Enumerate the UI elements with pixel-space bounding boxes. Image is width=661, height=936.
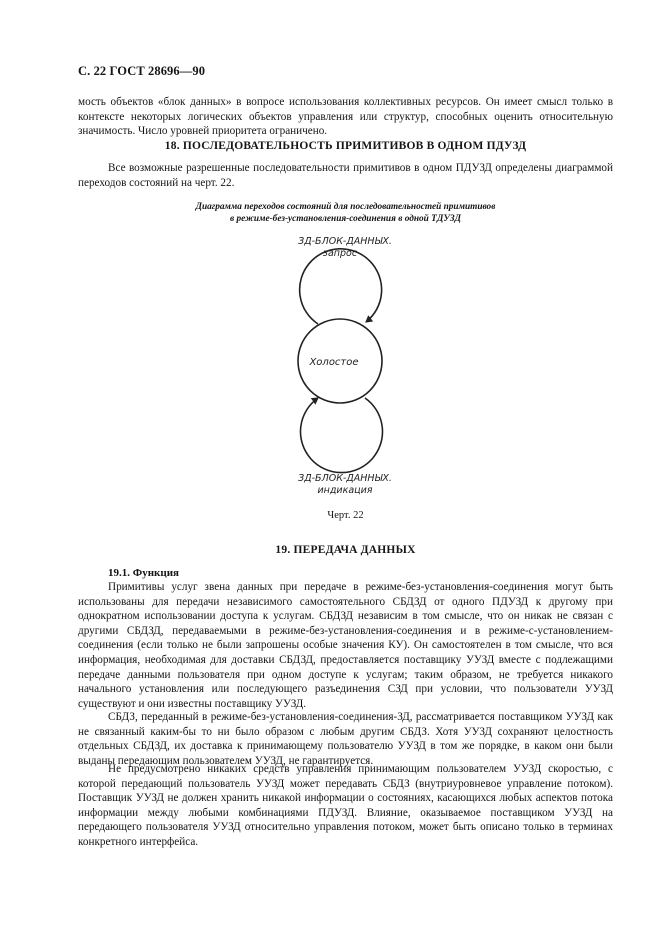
section-19-paragraph-2: СБДЗ, переданный в режиме-без-установления-соединения-ЗД, рассматривается поставщиком УУЗД как не связанный каким-бы то ни было образом с любым другим СБДЗ. Хотя УУЗД сохраняют целостность отдельных СБДЗД, их доставка к принимающему пользователю УУЗД в том же порядке, в каком они были выданы передающим пользователем УУЗД, не гарантируется. [78, 711, 613, 767]
idle-state-label: Холостое [309, 357, 359, 368]
section-18-heading: 18. ПОСЛЕДОВАТЕЛЬНОСТЬ ПРИМИТИВОВ В ОДНОМ ПДУЗД [164, 140, 527, 152]
page-header: С. 22 ГОСТ 28696—90 [78, 64, 206, 78]
figure-caption: Черт. 22 [327, 510, 364, 521]
bottom-loop-arc [301, 398, 383, 473]
diagram-title-line-2: в режиме-без-установления-соединения в одной ТДУЗД [230, 214, 461, 224]
top-label-line-2: запрос [322, 248, 358, 259]
bottom-label-line-2: индикация [317, 485, 373, 496]
section-19-heading: 19. ПЕРЕДАЧА ДАННЫХ [275, 544, 416, 556]
intro-paragraph: мость объектов «блок данных» в вопросе использования коллективных ресурсов. Он имеет смысл только в контексте некоторых логических объектов управления или структур, способных оценить относительную значимость. Число уровней приоритета ограничено. [78, 96, 613, 138]
top-loop-arc [300, 249, 382, 324]
subsection-19-1-heading: 19.1. Функция [108, 567, 180, 579]
bottom-label-line-1: ЗД-БЛОК-ДАННЫХ. [298, 473, 392, 484]
diagram-title-line-1: Диаграмма переходов состояний для последовательностей примитивов [195, 202, 496, 212]
section-19-paragraph-3: Не предусмотрено никаких средств управления принимающим пользователем УУЗД скоростью, с которой передающий пользователь УУЗД может передавать СБДЗ (внутриуровневое управление потоком). Поставщик УУЗД не должен хранить никакой информации о состояниях, касающихся любых аспектов потока информации между любыми комбинациями ПДУЗД. Влияние, оказываемое поставщиком УУЗД на передающего пользователя УУЗД относительно управления потоком, может быть описано только в терминах конкретного интерфейса. [78, 763, 613, 848]
top-label-line-1: ЗД-БЛОК-ДАННЫХ. [298, 236, 392, 247]
section-18-paragraph: Все возможные разрешенные последовательности примитивов в одном ПДУЗД определены диаграммой переходов состояний на черт. 22. [78, 162, 613, 189]
section-19-paragraph-1: Примитивы услуг звена данных при передаче в режиме-без-установления-соединения могут быть использованы для передачи независимого самостоятельного СБДЗД от одного ПДУЗД к другому при однократном использовании доступа к услугам. СБДЗД независим в том смысле, что он никак не связан с другими СБДЗД, передаваемыми в режиме-без-установления-соединения и в режиме-с-установлением-соединения (если только не были запрошены особые значения КУ). Он самостоятелен в том смысле, что вся информация, необходимая для доставки СБДЗД, предоставляется поставщику УУЗД вместе с подлежащими передаче данными пользователя при одном доступе к услугам; таким образом, не требуется никакого начального установления или последующего разъединения СЗД при условии, что пользователи УУЗД существуют и они известны поставщику УУЗД. [78, 581, 613, 710]
